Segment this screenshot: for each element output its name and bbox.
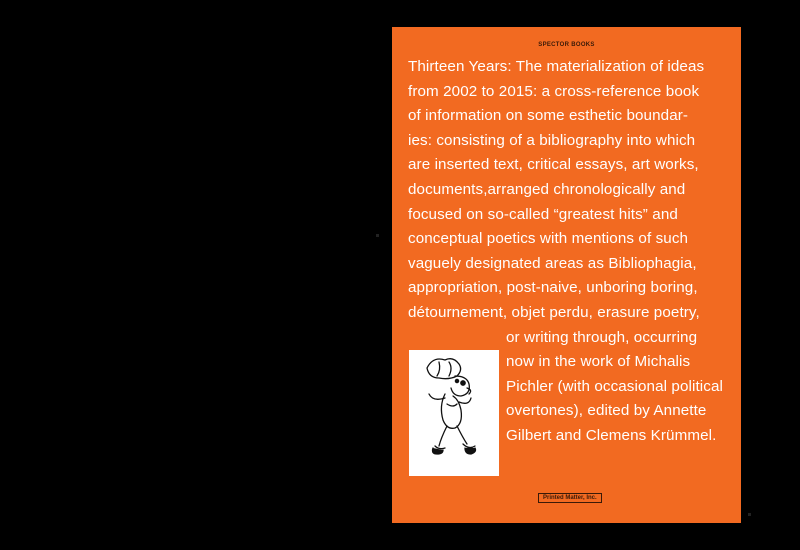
text-line: Thirteen Years: The materialization of ideas: [408, 58, 705, 75]
text-line: overtones), edited by Annette: [506, 402, 707, 420]
text-line: of information on some esthetic boundar-: [408, 107, 689, 125]
cartoon-figure-icon: [409, 350, 499, 476]
printed-matter-badge: Printed Matter, Inc.: [538, 493, 602, 503]
text-line: documents,arranged chronologically and: [408, 180, 686, 198]
text-line: Gilbert and Clemens Krümmel.: [506, 426, 717, 444]
cartoon-illustration: [409, 350, 499, 476]
text-line: focused on so-called “greatest hits” and: [408, 205, 678, 223]
publisher-label: SPECTOR BOOKS: [538, 42, 595, 48]
text-line: ies: consisting of a bibliography into which: [408, 131, 696, 149]
text-line: Pichler (with occasional political: [506, 377, 723, 395]
text-line: appropriation, post-naive, unboring boring,: [408, 279, 698, 297]
text-line: vaguely designated areas as Bibliophagia,: [408, 254, 697, 272]
dust-speck: [748, 513, 751, 516]
text-line: conceptual poetics with mentions of such: [408, 230, 689, 248]
text-line: are inserted text, critical essays, art works,: [408, 156, 699, 174]
text-line: détournement, objet perdu, erasure poetry,: [408, 303, 700, 321]
text-line: from 2002 to 2015: a cross-reference book: [408, 82, 700, 100]
dust-speck: [376, 234, 379, 237]
book-cover: [392, 27, 741, 523]
text-line: or writing through, occurring: [506, 328, 698, 346]
text-line: now in the work of Michalis: [506, 353, 691, 371]
